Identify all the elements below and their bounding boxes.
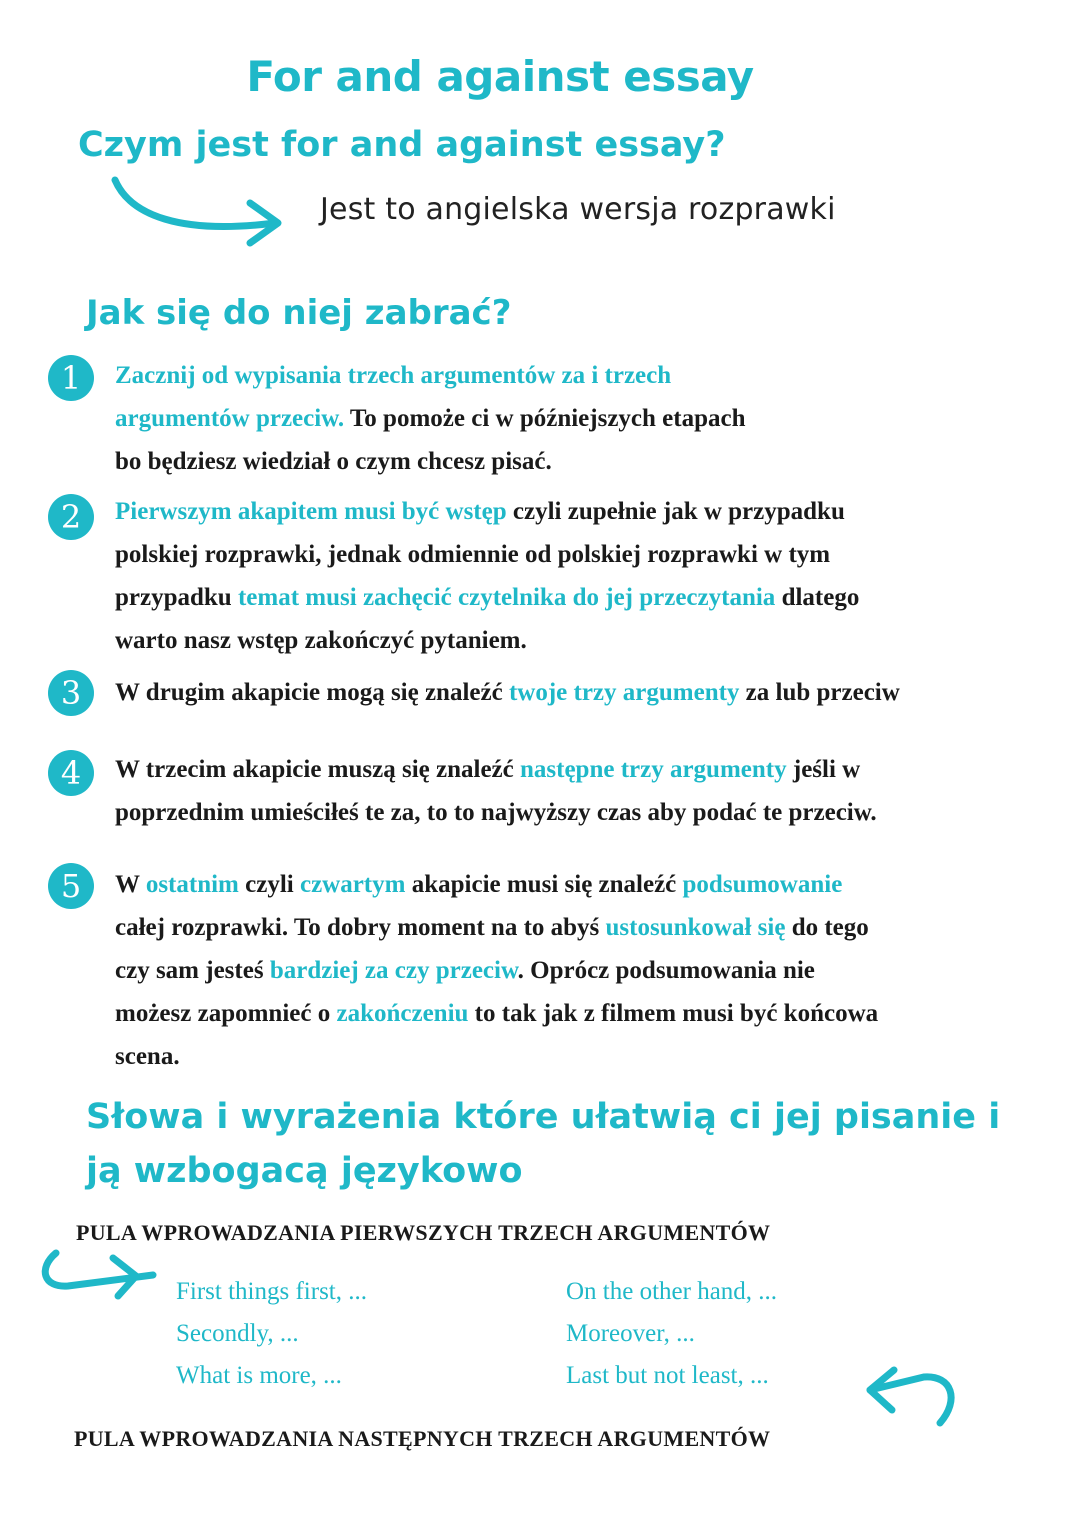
step-number-badge: 3 (48, 670, 94, 716)
step-line (115, 748, 1075, 791)
step-line (115, 906, 1075, 949)
question-heading-2: Jak się do niej zabrać? (86, 293, 512, 333)
body-text: do tego (785, 914, 869, 941)
body-text: W (115, 871, 146, 898)
step-line (115, 863, 1075, 906)
pool-label-first: PULA WPROWADZANIA PIERWSZYCH TRZECH ARGUMENTÓW (76, 1220, 771, 1245)
phrase-item: What is more, ... (176, 1362, 342, 1389)
page-title: For and against essay (246, 52, 754, 101)
phrase-item: Last but not least, ... (566, 1362, 769, 1389)
highlighted-text: zakończeniu (336, 1000, 469, 1027)
body-text: całej rozprawki. To dobry moment na to abyś (115, 914, 606, 941)
answer-text: Jest to angielska wersja rozprawki (320, 192, 836, 227)
body-text: jeśli w (786, 756, 861, 783)
highlighted-text: ostatnim (145, 871, 239, 898)
step-line (115, 949, 1075, 992)
phrase-item: On the other hand, ... (566, 1278, 778, 1305)
phrase-item: Secondly, ... (176, 1320, 299, 1347)
step-number-badge: 2 (48, 494, 94, 540)
phrase-list-second (566, 1271, 777, 1397)
phrase-item: First things first, ... (176, 1278, 367, 1305)
highlighted-text: ustosunkował się (605, 914, 786, 941)
highlighted-text: bardziej za czy przeciw (269, 957, 518, 984)
body-text: polskiej rozprawki, jednak odmiennie od polskiej rozprawki w tym (115, 541, 831, 568)
body-text: warto nasz wstęp zakończyć pytaniem. (115, 627, 527, 654)
step-number-badge: 5 (48, 863, 94, 909)
step-line (115, 576, 1075, 619)
body-text: W drugim akapicie mogą się znaleźć (115, 679, 509, 706)
body-text: To pomoże ci w późniejszych etapach (344, 405, 746, 432)
step-line (115, 992, 1075, 1035)
highlighted-text: temat musi zachęcić czytelnika do jej przeczytania (237, 584, 776, 611)
body-text: poprzednim umieściłeś te za, to to najwyższy czas aby podać te przeciw. (115, 799, 877, 826)
body-text: czyli zupełnie jak w przypadku (506, 498, 845, 525)
body-text: czy sam jesteś (115, 957, 270, 984)
step-line (115, 397, 1075, 440)
highlighted-text: argumentów przeciw. (115, 405, 345, 432)
step-line (115, 791, 1075, 834)
body-text: W trzecim akapicie muszą się znaleźć (115, 756, 520, 783)
body-text: możesz zapomnieć o (115, 1000, 337, 1027)
body-text: przypadku (115, 584, 238, 611)
body-text: to tak jak z filmem musi być końcowa (468, 1000, 879, 1027)
step-line (115, 440, 1075, 483)
step-line (115, 533, 1075, 576)
body-text: dlatego (775, 584, 860, 611)
highlighted-text: Zacznij od wypisania trzech argumentów za i trzech (115, 362, 672, 389)
body-text: za lub przeciw (739, 679, 900, 706)
step-line (115, 619, 1075, 662)
highlighted-text: czwartym (299, 871, 406, 898)
step-line (115, 490, 1075, 533)
body-text: scena. (115, 1043, 180, 1070)
highlighted-text: podsumowanie (682, 871, 843, 898)
phrase-item: Moreover, ... (566, 1320, 695, 1347)
step-text (115, 863, 1075, 1078)
question-heading-1: Czym jest for and against essay? (78, 125, 726, 165)
pool-label-second: PULA WPROWADZANIA NASTĘPNYCH TRZECH ARGUMENTÓW (74, 1426, 771, 1451)
highlighted-text: Pierwszym akapitem musi być wstęp (115, 498, 507, 525)
step-number-badge: 1 (48, 355, 94, 401)
section-heading: Słowa i wyrażenia które ułatwią ci jej pisanie i ją wzbogacą językowo (86, 1097, 1001, 1191)
body-text: czyli (238, 871, 300, 898)
step-text (115, 490, 1075, 662)
body-text: . Oprócz podsumowania nie (517, 957, 815, 984)
return-arrow-icon (862, 1365, 962, 1430)
step-line (115, 354, 1075, 397)
step-line (115, 1035, 1075, 1078)
body-text: akapicie musi się znaleźć (405, 871, 683, 898)
step-text (115, 671, 1075, 714)
step-line (115, 671, 1075, 714)
highlighted-text: twoje trzy argumenty (508, 679, 740, 706)
step-text (115, 354, 1075, 483)
body-text: bo będziesz wiedział o czym chcesz pisać. (115, 448, 552, 475)
step-number-badge: 4 (48, 750, 94, 796)
step-text (115, 748, 1075, 834)
curved-arrow-icon (110, 175, 290, 250)
highlighted-text: następne trzy argumenty (519, 756, 787, 783)
phrase-list-first (176, 1271, 367, 1397)
hook-arrow-icon (38, 1248, 138, 1308)
